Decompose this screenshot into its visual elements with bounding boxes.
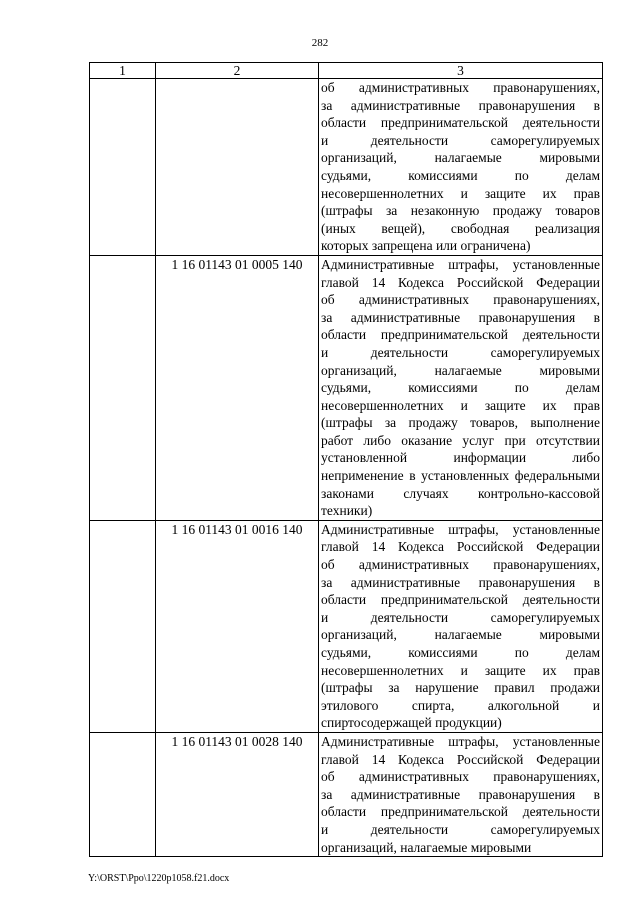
- table-row: [90, 255, 603, 520]
- description-line: организаций, налагаемые мировыми: [321, 150, 600, 166]
- description-cell: [319, 732, 603, 856]
- description-line: которых запрещена или ограничена): [321, 238, 531, 254]
- footer-file-path: Y:\ORST\Ppo\1220p1058.f21.docx: [88, 873, 230, 884]
- header-col-2: 2: [156, 63, 319, 79]
- table-row: [90, 732, 603, 856]
- description-line: техники): [321, 503, 373, 519]
- description-line: об административных правонарушениях,: [321, 80, 600, 95]
- description-line: области предпринимательской деятельности: [321, 592, 600, 608]
- description-line: главой 14 Кодекса Российской Федерации: [321, 274, 600, 290]
- description-line: установленной информации либо: [321, 450, 600, 466]
- table-header-row: [90, 63, 603, 79]
- description-line: и деятельности саморегулируемых: [321, 132, 600, 148]
- description-line: спиртосодержащей продукции): [321, 715, 502, 731]
- description-line: области предпринимательской деятельности: [321, 115, 600, 131]
- description-line: Административные штрафы, установленные: [321, 521, 600, 537]
- description-line: области предпринимательской деятельности: [321, 327, 600, 343]
- description-line: об административных правонарушениях,: [321, 557, 600, 573]
- description-line: и деятельности саморегулируемых: [321, 609, 600, 625]
- row-number-cell: [90, 520, 156, 732]
- description-line: организаций, налагаемые мировыми: [321, 627, 600, 643]
- description-line: несовершеннолетних и защите их прав: [321, 662, 600, 678]
- description-cell: [319, 520, 603, 732]
- budget-codes-table: [89, 62, 603, 857]
- description-line: судьями, комиссиями по делам: [321, 380, 600, 396]
- description-cell: [319, 79, 603, 256]
- description-line: организаций, налагаемые мировыми: [321, 839, 532, 855]
- description-line: этилового спирта, алкогольной и: [321, 697, 600, 713]
- description-cell: [319, 255, 603, 520]
- description-line: и деятельности саморегулируемых: [321, 344, 600, 360]
- description-line: (штрафы за продажу товаров, выполнение: [321, 415, 600, 431]
- row-number-cell: [90, 79, 156, 256]
- description-line: несовершеннолетних и защите их прав: [321, 397, 600, 413]
- description-line: судьями, комиссиями по делам: [321, 645, 600, 660]
- description-line: об административных правонарушениях,: [321, 292, 600, 308]
- description-line: об административных правонарушениях,: [321, 769, 600, 785]
- description-line: (иных вещей), свободная реализация: [321, 220, 600, 236]
- description-line: организаций, налагаемые мировыми: [321, 362, 600, 378]
- description-line: (штрафы за нарушение правил продажи: [321, 680, 600, 696]
- description-line: области предпринимательской деятельности: [321, 804, 600, 820]
- header-col-3: 3: [319, 63, 603, 79]
- header-col-1: 1: [90, 63, 156, 79]
- table-row: [90, 520, 603, 732]
- description-line: главой 14 Кодекса Российской Федерации: [321, 751, 600, 767]
- description-line: главой 14 Кодекса Российской Федерации: [321, 539, 600, 555]
- description-line: за административные правонарушения в: [321, 309, 600, 325]
- page-number: 282: [311, 37, 329, 49]
- table-row: [90, 79, 603, 256]
- budget-code-cell: 1 16 01143 01 0016 140: [156, 520, 319, 732]
- description-line: несовершеннолетних и защите их прав: [321, 185, 600, 201]
- budget-code-cell: [156, 79, 319, 256]
- description-line: законами случаях контрольно-кассовой: [321, 485, 600, 501]
- description-line: (штрафы за незаконную продажу товаров: [321, 203, 600, 219]
- description-line: судьями, комиссиями по делам: [321, 167, 600, 183]
- description-line: Административные штрафы, установленные: [321, 733, 600, 749]
- description-line: за административные правонарушения в: [321, 97, 600, 113]
- description-line: неприменение в установленных федеральными: [321, 468, 600, 484]
- description-line: работ либо оказание услуг при отсутствии: [321, 432, 600, 448]
- budget-code-cell: 1 16 01143 01 0005 140: [156, 255, 319, 520]
- description-line: за административные правонарушения в: [321, 786, 600, 802]
- description-line: за административные правонарушения в: [321, 574, 600, 590]
- description-line: Административные штрафы, установленные: [321, 256, 600, 272]
- budget-code-cell: 1 16 01143 01 0028 140: [156, 732, 319, 856]
- row-number-cell: [90, 255, 156, 520]
- description-line: и деятельности саморегулируемых: [321, 821, 600, 837]
- row-number-cell: [90, 732, 156, 856]
